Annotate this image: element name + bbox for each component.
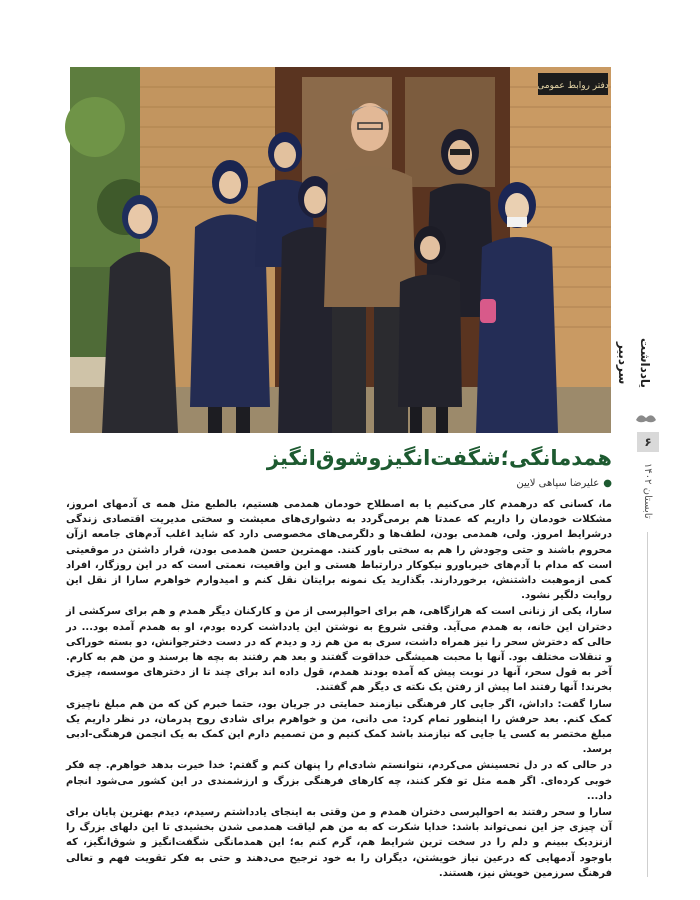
author-name: علیرضا سپاهی لایین [516, 478, 600, 489]
paragraph: سارا گفت: داداش، اگر جایی کار فرهنگی نیازمند حمایتی در جریان بود، حتما خبرم کن که من هم مبلغ ناچیزی کمک کنم. بعد حرفش را اینطور تمام کرد: می دانی، من و خواهرم برای شادی روح پدرمان، در نظر داریم یک مبلغ مختصر به کسی یا جایی که نیازمند باشد کمک کنیم و من تصمیم دارم این کمک به یک انجمن فرهنگی-ادبی برسد. [66, 698, 612, 756]
page-number: ۶ [637, 432, 659, 452]
hamdam-logo-icon [634, 410, 658, 426]
article-author [360, 478, 612, 494]
group-photo [70, 67, 611, 433]
door-sign-text: دفتر روابط عمومی [537, 81, 609, 91]
issue-season: تابستان ۱۴۰۲ [642, 463, 653, 519]
paragraph: سارا، یکی از زنانی است که هرازگاهی، هم برای احوالپرسی از من و کارکنان دیگر همدم و هم برای سرکشی از دختران این خانه، به همدم می‌آید. وقتی شروع به نوشتن این یادداشت کرده بودم، او به همدم آمده بود... در حالی که دخترش سحر را نیز همراه داشت، سری به من هم زد و دیدم که در دست دخترجوانش، دو بسته خوراکی و تنقلات مختلف بود. آنها با محبت همیشگی خداقوت گفتند و بعد هم رفتند به بچه ها برسند و من هم به کارم. آخر به قول سحر، آنها در نوبت پیش که آمده بودند همدم، قول داده اند برای چند تا از دخترهای موسسه، چیزی بخرند! آنها رفتند اما پیش از رفتن یک نکته ی دیگر هم گفتند. [66, 606, 612, 694]
paragraph: سارا و سحر رفتند به احوالپرسی دختران همدم و من وقتی به اینجای یادداشتم رسیدم، دیدم بهترین پایان برای آن چیزی جز این نمی‌تواند باشد: خدایا شکرت که به من هم لیاقت همدمی شدن بخشیدی تا این دلهای بزرگ را ازنزدیک ببینم و دلم را در سخت ترین شرایط هم، گرم کنم به؛ این همدمانگی شگفت‌انگیز و شوق‌انگیز، که باوجود آدمهایی که درعین نیاز خویشتن، دیگران را به خود ترجیح می‌دهند و حتی به فکر تقویت فهم و تعالی فرهنگ سرزمین خویش نیز، هستند. [66, 807, 612, 879]
paragraph: در حالی که در دل تحسینش می‌کردم، نتوانستم شادی‌ام را پنهان کنم و گفتم: خدا خیرت بدهد خواهرم. چه فکر خوبی کرده‌ای. اگر همه مثل تو فکر کنند، چه کارهای فرهنگی بزرگ و ارزشمندی در این کشور می‌شود انجام داد... [66, 760, 612, 802]
section-label: یادداشت سردبیر [616, 338, 652, 388]
bullet-icon: ● [603, 478, 612, 489]
article-title: همدمانگی؛شگفت‌انگیزوشوق‌انگیز [266, 446, 612, 470]
sidebar-divider [647, 532, 648, 877]
article-body [66, 497, 612, 879]
group-photo-illustration [70, 67, 611, 433]
paragraph: ما، کسانی که درهمدم کار می‌کنیم یا به اصطلاح خودمان همدمی هستیم، بالطبع مثل همه ی آدمهای امروز، مشکلات خودمان را داریم که عمدتا هم برمی‌گردد به دشواری‌های معیشت و سختی مدیریت اقتصادی زندگی درشرایط امروز. ولی، همدمی بودن، لطف‌ها و دلگرمی‌های مخصوصی دارد که شاید اغلب آدم‌های جامعه ازآن محروم باشند و حتی وجودش را هم به سختی باور کنند. مهمترین حسن همدمی بودن، قرار داشتن در موقعیتی است که مدام با آدم‌های خیرباورو نیکوکار درارتباط هستی و این واقعیت، نعمتی است که در این روزگار، افراد کمی ازموهبت داشتنش، برخوردارند. بگذارید یک نمونه برایتان نقل کنم و امیدوارم خواهرم سارا از نقل این روایت دلگیر نشود. [66, 499, 612, 602]
